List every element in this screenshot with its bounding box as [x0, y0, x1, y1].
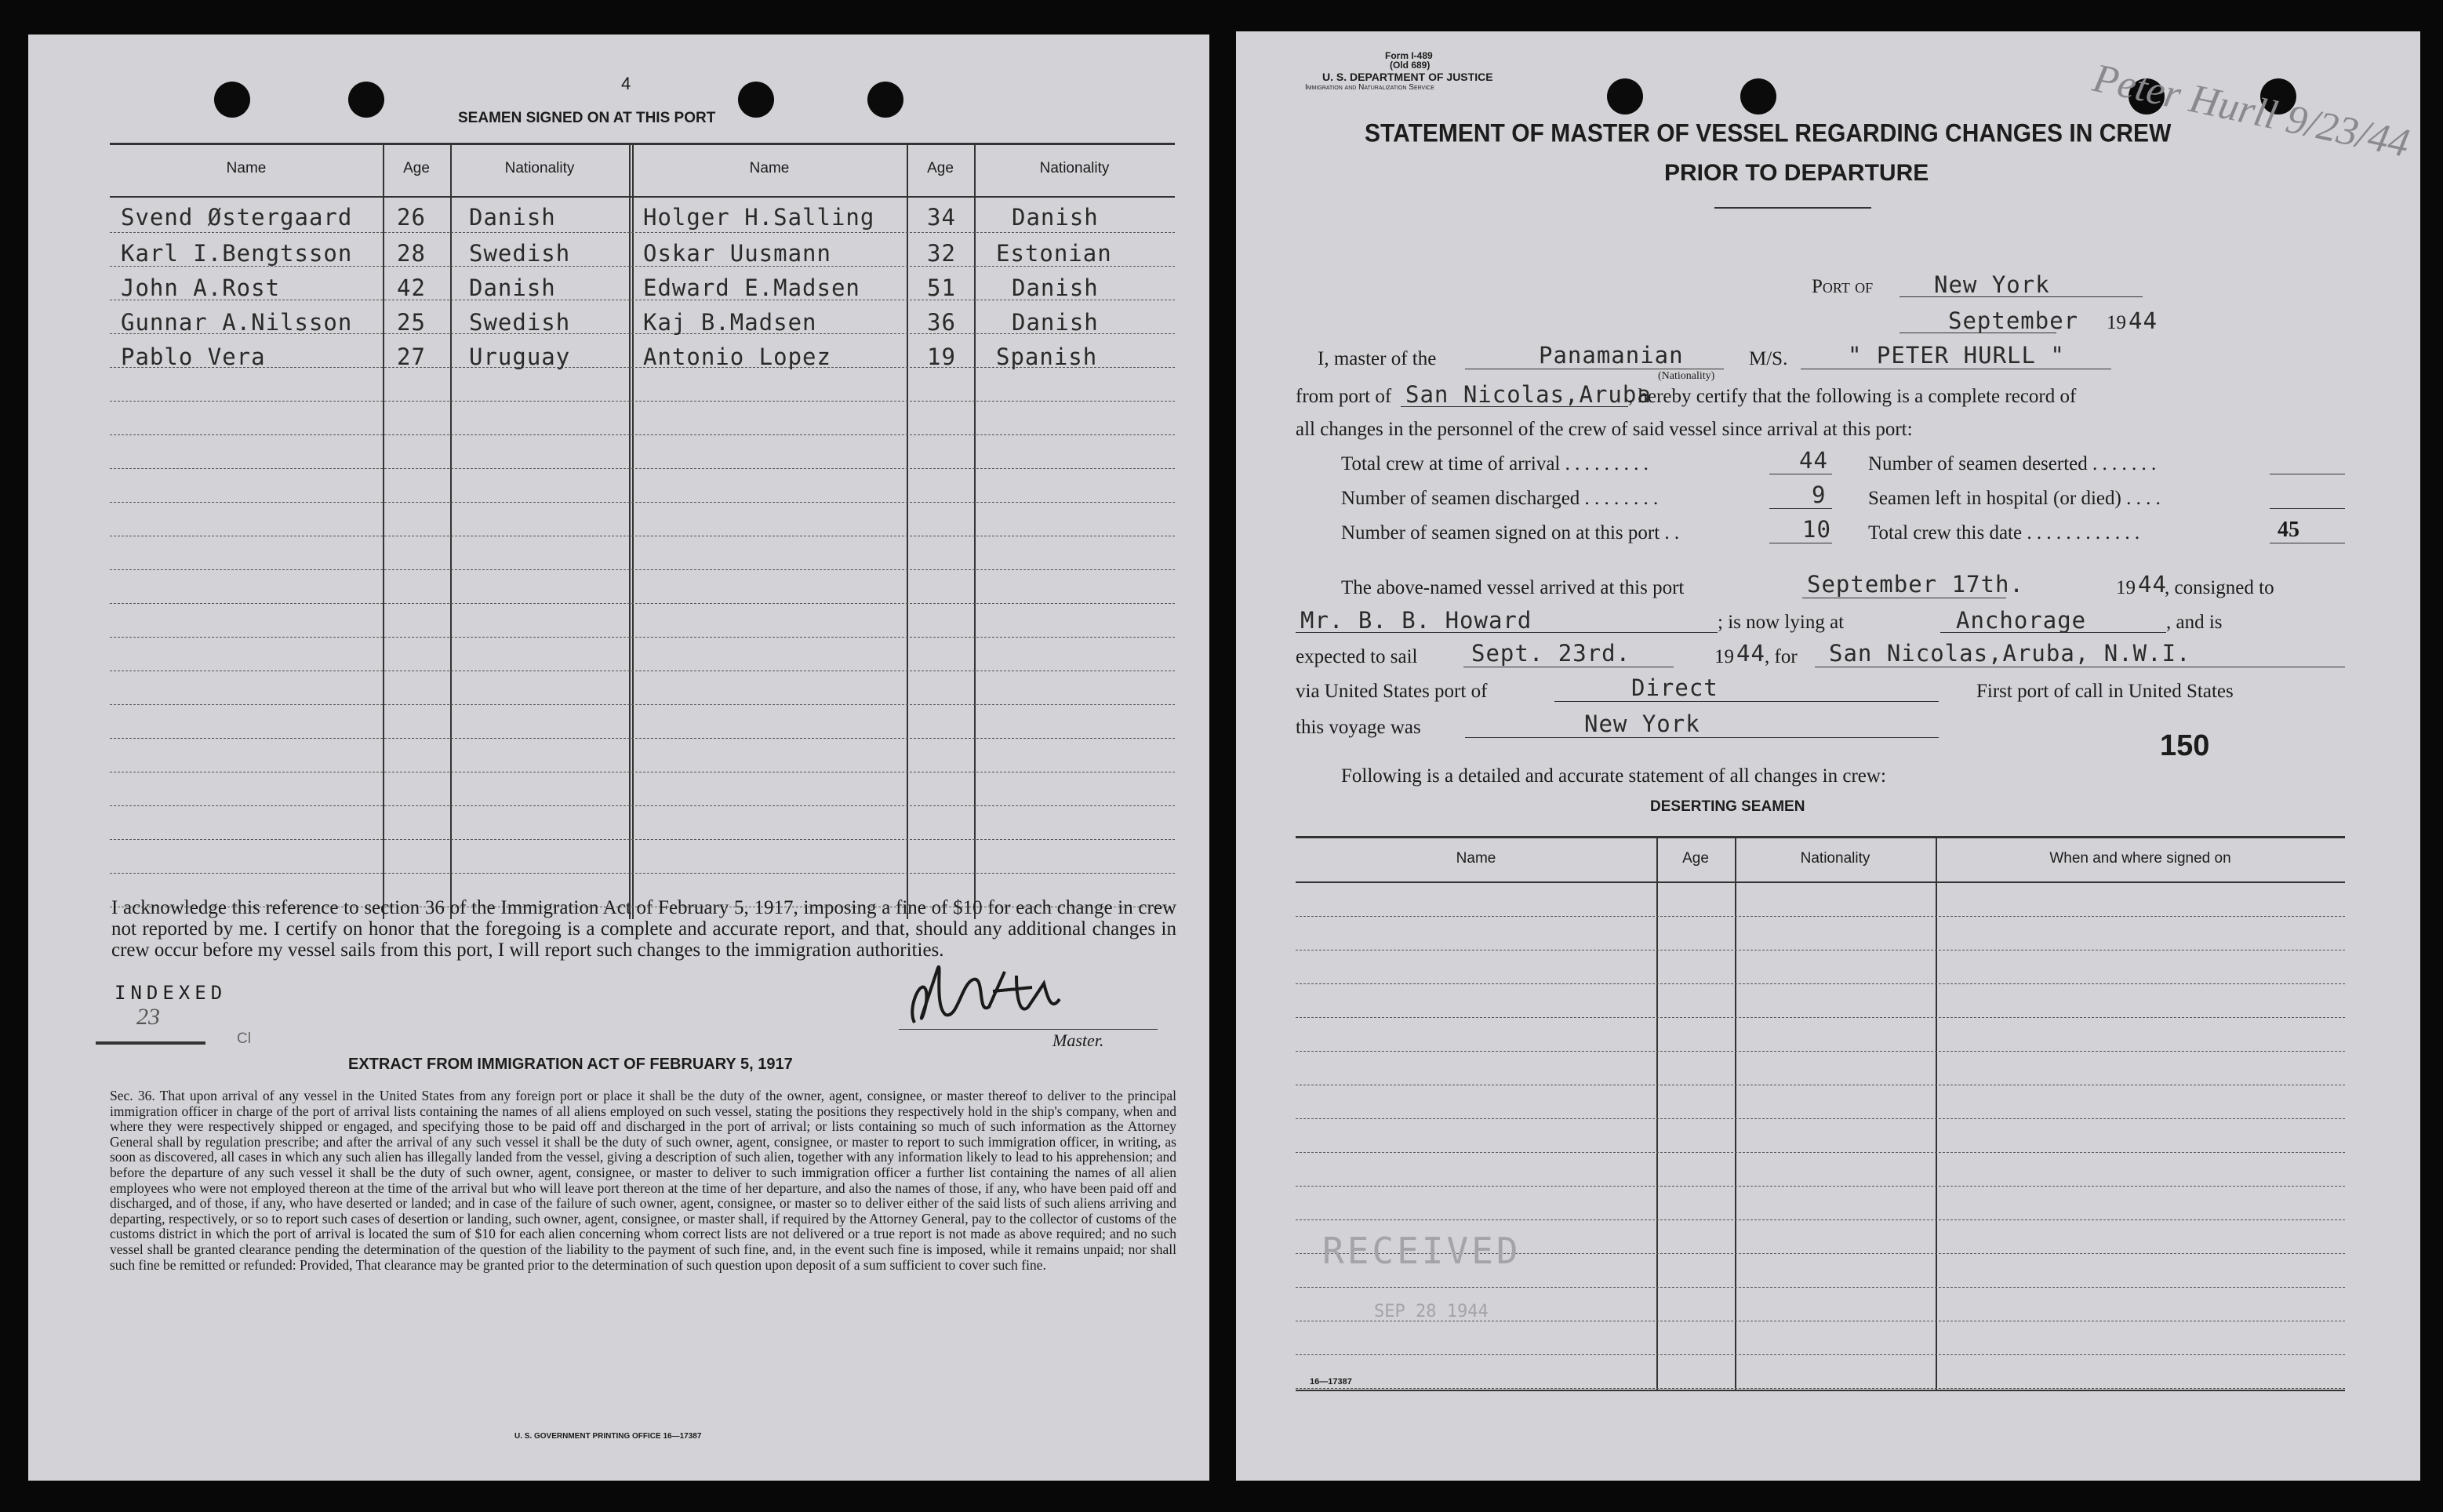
- certify-text: , hereby certify that the following is a complete record of: [1628, 386, 2077, 407]
- extract-title: EXTRACT FROM IMMIGRATION ACT OF FEBRUARY 5, 1917: [348, 1056, 793, 1073]
- master-of-label: I, master of the: [1318, 348, 1437, 369]
- deserted-label: Number of seamen deserted . . . . . . .: [1868, 453, 2157, 474]
- seaman-age: 42: [397, 274, 426, 301]
- indexed-mark: 23: [136, 1004, 160, 1030]
- seaman-age: 28: [397, 240, 426, 267]
- total-date-value: 45: [2278, 518, 2299, 542]
- column-header-nationality: Nationality: [1039, 160, 1110, 176]
- following-text: Following is a detailed and accurate statement of all changes in crew:: [1341, 765, 1886, 787]
- via-label: via United States port of: [1296, 681, 1488, 702]
- signed-on-label: Number of seamen signed on at this port . .: [1341, 522, 1680, 543]
- voyage-label: this voyage was: [1296, 717, 1421, 738]
- column-header-nationality: Nationality: [1800, 850, 1870, 867]
- discharged-label: Number of seamen discharged . . . . . . . .: [1341, 488, 1659, 509]
- old-form-number: (Old 689): [1390, 60, 1431, 71]
- punch-hole: [1607, 78, 1643, 114]
- table-rule: [110, 434, 1175, 435]
- table-rule: [110, 873, 1175, 874]
- table-rule: [110, 502, 1175, 503]
- seaman-age: 26: [397, 204, 426, 231]
- section-36-text: Sec. 36. That upon arrival of any vessel in the United States from any foreign port or place it shall be the duty of the owner, agent, consignee, or master thereof to deliver to the principal immigration officer in charge of the port of arrival lists containing the names of all aliens employed on such vessel, stating the positions they respectively hold in the ship's company, when and where they were respectively shipped or engaged, and specifying those to be paid off and discharged in the port of arrival; or lists containing so much of such information as the Attorney General shall by regulation prescribe; and after the arrival of any such vessel it shall be the duty of such owner, agent, consignee, or master to report to such immigration officer, in writing, as soon as discovered, all cases in which any such alien has illegally landed from the vessel, giving a description of such alien, together with any information likely to lead to his apprehension; and before the departure of any such vessel it shall be the duty of such owner, agent, consignee, or master to deliver to such immigration officer a further list containing the names of all alien employees who were not employed thereon at the time of the arrival but who will leave port thereon at the time of her departure, and also the names of those, if any, who have been paid off and discharged, and of those, if any, who have deserted or landed; and in case of the failure of such owner, agent, consignee, or master so to deliver either of the said lists of such aliens arriving and departing, respectively, or so to report such cases of desertion or landing, such owner, agent, consignee, or master shall, if required by the Attorney General, pay to the collector of customs of the customs district in which the port of arrival is located the sum of $10 for each alien concerning whom correct lists are not delivered or a true report is not made as above required; and no such vessel shall be granted clearance pending the determination of the question of the liability to the payment of such fine, and, in the event such fine is imposed, while it remains unpaid; nor shall such fine be remitted or refunded: Provided, That clearance may be granted prior to the determination of such question upon deposit of a sum sufficient to cover such fine.: [110, 1088, 1176, 1273]
- column-header-age: Age: [403, 160, 430, 176]
- seaman-name: Oskar Uusmann: [643, 240, 831, 267]
- seaman-nationality: Swedish: [469, 240, 571, 267]
- table-rule: [1296, 916, 2345, 917]
- seaman-nationality: Danish: [469, 204, 556, 231]
- table-rule: [1296, 1186, 2345, 1187]
- year-prefix: 19: [2107, 312, 2126, 333]
- seaman-name: Kaj B.Madsen: [643, 309, 817, 336]
- table-rule: [110, 468, 1175, 469]
- department-name: U. S. DEPARTMENT OF JUSTICE: [1322, 71, 1493, 83]
- seaman-age: 34: [927, 204, 956, 231]
- seaman-nationality: Danish: [469, 274, 556, 301]
- stamp-number: 150: [2160, 729, 2210, 762]
- via-value: Direct: [1631, 674, 1718, 701]
- port-value: New York: [1934, 271, 2050, 298]
- arrived-text: The above-named vessel arrived at this port: [1341, 577, 1685, 598]
- lying-value: Anchorage: [1956, 607, 2087, 634]
- gpo-line: U. S. GOVERNMENT PRINTING OFFICE 16—17387: [514, 1432, 702, 1441]
- seaman-nationality: Danish: [1012, 309, 1099, 336]
- total-arrival-value: 44: [1799, 447, 1828, 474]
- seaman-age: 27: [397, 343, 426, 370]
- destination: San Nicolas,Aruba, N.W.I.: [1829, 640, 2191, 667]
- vessel-name: " PETER HURLL ": [1848, 342, 2065, 369]
- total-date-label: Total crew this date . . . . . . . . . . . .: [1868, 522, 2140, 543]
- table-rule: [110, 603, 1175, 604]
- table-rule: [1296, 1388, 2345, 1389]
- service-name: Immigration and Naturalization Service: [1305, 83, 1434, 92]
- table-rule: [1296, 1051, 2345, 1052]
- seaman-nationality: Uruguay: [469, 343, 571, 370]
- column-header-name: Name: [226, 160, 267, 176]
- seaman-name: John A.Rost: [121, 274, 281, 301]
- total-arrival-label: Total crew at time of arrival . . . . . . . . .: [1341, 453, 1649, 474]
- seaman-name: Antonio Lopez: [643, 343, 831, 370]
- table-rule: [110, 637, 1175, 638]
- arrived-year: 44: [2138, 571, 2167, 598]
- seaman-age: 32: [927, 240, 956, 267]
- table-rule: [110, 569, 1175, 570]
- page-number: 4: [621, 74, 631, 93]
- year-value: 44: [2129, 307, 2158, 334]
- all-changes-text: all changes in the personnel of the crew of said vessel since arrival at this port:: [1296, 419, 1913, 440]
- nationality-caption: (Nationality): [1658, 370, 1715, 382]
- table-rule: [110, 232, 1175, 233]
- and-is: , and is: [2166, 612, 2223, 633]
- seaman-age: 25: [397, 309, 426, 336]
- expected-label: expected to sail: [1296, 646, 1418, 667]
- table-rule: [110, 805, 1175, 806]
- right-page: [1236, 31, 2420, 1481]
- seaman-name: Edward E.Madsen: [643, 274, 860, 301]
- seaman-nationality: Spanish: [996, 343, 1098, 370]
- vessel-prefix: M/S.: [1749, 348, 1788, 369]
- footer-code: 16—17387: [1310, 1377, 1352, 1387]
- acknowledgement-text: I acknowledge this reference to section 36 of the Immigration Act of February 5, 1917, imposing a fine of $10 for each change in crew not reported by me. I certify on honor that the foregoing is a complete and accurate report, and that, should any additional changes in crew occur before my vessel sails from this port, I will report such changes to the immigration authorities.: [111, 897, 1176, 961]
- table-rule: [1296, 1287, 2345, 1288]
- lying-text: ; is now lying at: [1718, 612, 1845, 633]
- consigned-text: , consigned to: [2165, 577, 2274, 598]
- punch-hole: [348, 82, 384, 118]
- seaman-age: 36: [927, 309, 956, 336]
- form-title-line1: STATEMENT OF MASTER OF VESSEL REGARDING CHANGES IN CREW: [1365, 119, 2172, 148]
- seaman-nationality: Danish: [1012, 274, 1099, 301]
- column-header-age: Age: [1682, 850, 1709, 867]
- voyage-value: New York: [1584, 711, 1700, 737]
- seaman-age: 51: [927, 274, 956, 301]
- table-rule: [110, 401, 1175, 402]
- table-rule: [1296, 1118, 2345, 1119]
- master-label: Master.: [1052, 1030, 1104, 1050]
- arrived-year-prefix: 19: [2116, 577, 2136, 598]
- indexed-stamp: INDEXED: [115, 982, 227, 1004]
- punch-hole: [1740, 78, 1776, 114]
- received-date: SEP 28 1944: [1374, 1302, 1489, 1321]
- consignee: Mr. B. B. Howard: [1300, 607, 1532, 634]
- column-header-signed-on: When and where signed on: [2049, 850, 2231, 867]
- clerk-label: Cl: [237, 1030, 251, 1047]
- table-rule: [110, 704, 1175, 705]
- discharged-value: 9: [1812, 482, 1827, 508]
- hospital-label: Seamen left in hospital (or died) . . . .: [1868, 488, 2161, 509]
- punch-hole: [738, 82, 774, 118]
- signed-on-value: 10: [1802, 516, 1831, 543]
- nationality-value: Panamanian: [1539, 342, 1684, 369]
- table-rule: [1296, 1017, 2345, 1018]
- sail-date: Sept. 23rd.: [1471, 640, 1631, 667]
- deserting-title: DESERTING SEAMEN: [1650, 798, 1805, 815]
- seaman-nationality: Danish: [1012, 204, 1099, 231]
- handwritten-note: Peter Hurll 9/23/44: [2089, 55, 2414, 167]
- for-label: , for: [1765, 646, 1798, 667]
- seaman-name: Gunnar A.Nilsson: [121, 309, 353, 336]
- column-header-name: Name: [1456, 850, 1496, 867]
- first-port-label: First port of call in United States: [1976, 681, 2234, 702]
- from-port-label: from port of: [1296, 386, 1392, 407]
- table-rule: [110, 839, 1175, 840]
- column-header-nationality: Nationality: [504, 160, 575, 176]
- seaman-name: Svend Østergaard: [121, 204, 353, 231]
- punch-hole: [867, 82, 903, 118]
- column-header-name: Name: [749, 160, 790, 176]
- seaman-age: 19: [927, 343, 956, 370]
- from-port-value: San Nicolas,Aruba: [1405, 381, 1652, 408]
- form-title-line2: PRIOR TO DEPARTURE: [1664, 160, 1929, 186]
- column-header-age: Age: [927, 160, 954, 176]
- punch-hole: [214, 82, 250, 118]
- seaman-nationality: Estonian: [996, 240, 1112, 267]
- arrived-date: September 17th.: [1807, 571, 2024, 598]
- form-number: Form I-489: [1385, 50, 1433, 61]
- received-stamp: RECEIVED: [1322, 1230, 1521, 1272]
- port-label: Port of: [1812, 276, 1874, 297]
- section-title: SEAMEN SIGNED ON AT THIS PORT: [458, 110, 716, 126]
- left-page: [28, 35, 1209, 1481]
- seaman-name: Holger H.Salling: [643, 204, 875, 231]
- table-rule: [1296, 1152, 2345, 1153]
- sail-year-prefix: 19: [1714, 646, 1734, 667]
- table-rule: [1296, 983, 2345, 984]
- table-rule: [1296, 1354, 2345, 1355]
- seaman-name: Pablo Vera: [121, 343, 266, 370]
- seaman-nationality: Swedish: [469, 309, 571, 336]
- table-rule: [1296, 1219, 2345, 1220]
- sail-year: 44: [1736, 640, 1765, 667]
- date-month: September: [1948, 307, 2079, 334]
- seaman-name: Karl I.Bengtsson: [121, 240, 353, 267]
- table-rule: [110, 738, 1175, 739]
